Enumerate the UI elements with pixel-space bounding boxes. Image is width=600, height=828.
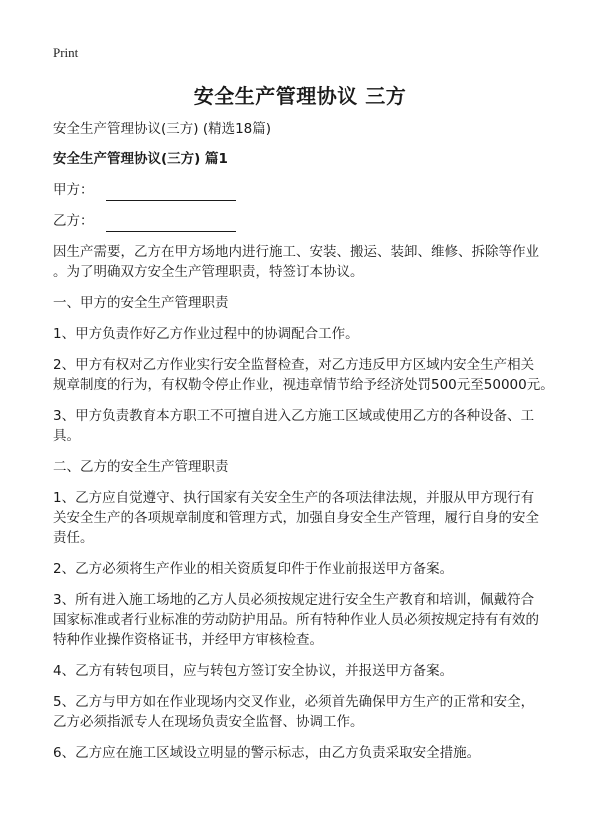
paragraph-line: 6、乙方应在施工区域设立明显的警示标志，由乙方负责采取安全措施。	[53, 745, 481, 761]
party-a-label: 甲方：	[53, 182, 94, 198]
party-a-blank-line	[106, 186, 236, 201]
paragraph-line: 2、乙方必须将生产作业的相关资质复印件于作业前报送甲方备案。	[53, 561, 454, 577]
paragraph-line: 3、所有进入施工场地的乙方人员必须按规定进行安全生产教育和培训，佩戴符合	[53, 592, 535, 608]
paragraph-line: 3、甲方负责教育本方职工不可擅自进入乙方施工区域或使用乙方的各种设备、工	[53, 408, 535, 424]
party-b-row	[53, 210, 236, 232]
paragraph-line: 。为了明确双方安全生产管理职责，特签订本协议。	[53, 264, 364, 280]
paragraph-line: 责任。	[53, 530, 94, 546]
party-b-blank-line	[106, 217, 236, 232]
heading-party-b-duties: 二、乙方的安全生产管理职责	[53, 459, 229, 475]
section-title: 安全生产管理协议(三方) 篇1	[53, 151, 228, 167]
paragraph-line: 5、乙方与甲方如在作业现场内交叉作业，必须首先确保甲方生产的正常和安全，	[53, 694, 535, 710]
document-title: 安全生产管理协议 三方	[193, 84, 407, 108]
print-link[interactable]: Print	[53, 45, 79, 60]
paragraph-line: 规章制度的行为，有权勒令停止作业，视违章情节给予经济处罚500元至50000元。	[53, 377, 554, 393]
heading-party-a-duties: 一、甲方的安全生产管理职责	[53, 295, 229, 311]
paragraph-line: 特种作业操作资格证书，并经甲方审核检查。	[53, 632, 323, 648]
party-b-label: 乙方：	[53, 213, 94, 229]
document-subtitle: 安全生产管理协议(三方) (精选18篇)	[53, 121, 272, 137]
paragraph-line: 乙方必须指派专人在现场负责安全监督、协调工作。	[53, 714, 364, 730]
paragraph-line: 4、乙方有转包项目，应与转包方签订安全协议，并报送甲方备案。	[53, 663, 454, 679]
paragraph-line: 2、甲方有权对乙方作业实行安全监督检查，对乙方违反甲方区域内安全生产相关	[53, 357, 535, 373]
party-a-row	[53, 179, 236, 201]
paragraph-line: 因生产需要，乙方在甲方场地内进行施工、安装、搬运、装卸、维修、拆除等作业	[53, 244, 539, 260]
paragraph-line: 关安全生产的各项规章制度和管理方式，加强自身安全生产管理，履行自身的安全	[53, 510, 539, 526]
paragraph-line: 具。	[53, 428, 80, 444]
paragraph-line: 国家标准或者行业标准的劳动防护用品。所有特种作业人员必须按规定持有有效的	[53, 612, 539, 628]
paragraph-line: 1、甲方负责作好乙方作业过程中的协调配合工作。	[53, 326, 359, 342]
paragraph-line: 1、乙方应自觉遵守、执行国家有关安全生产的各项法律法规，并服从甲方现行有	[53, 490, 535, 506]
